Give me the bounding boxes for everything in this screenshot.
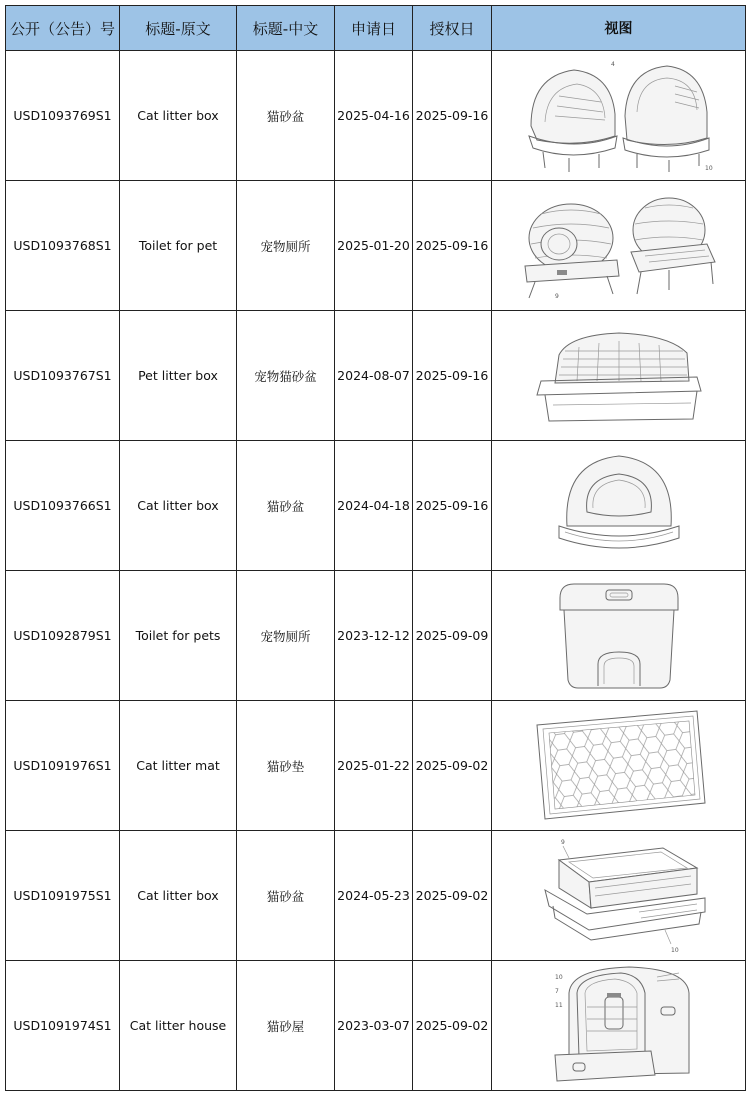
view-cell — [492, 51, 746, 181]
open-tray-litter-box-drawing — [529, 834, 709, 958]
pub-no-cell: USD1091975S1 — [6, 831, 120, 961]
grant-date-cell: 2025-09-16 — [413, 51, 492, 181]
grant-date-cell: 2025-09-16 — [413, 181, 492, 311]
apply-date-cell: 2025-01-22 — [335, 701, 413, 831]
pub-no-cell: USD1093769S1 — [6, 51, 120, 181]
pub-no-cell: USD1093766S1 — [6, 441, 120, 571]
view-cell — [492, 311, 746, 441]
hexagon-litter-mat-drawing — [529, 707, 709, 825]
svg-text:7: 7 — [554, 987, 559, 995]
title-cn-cell: 猫砂盆 — [237, 831, 335, 961]
covered-tray-litter-box-drawing — [519, 321, 719, 431]
header-apply-date: 申请日 — [335, 6, 413, 51]
table-row — [6, 311, 746, 441]
table-row — [6, 831, 746, 961]
header-title-cn: 标题-中文 — [237, 6, 335, 51]
title-cn-cell: 宠物厕所 — [237, 571, 335, 701]
table-row — [6, 51, 746, 181]
title-orig-cell: Cat litter mat — [120, 701, 237, 831]
apply-date-cell: 2024-08-07 — [335, 311, 413, 441]
title-orig-cell: Cat litter box — [120, 831, 237, 961]
title-cn-cell: 宠物厕所 — [237, 181, 335, 311]
table-row — [6, 701, 746, 831]
title-orig-cell: Cat litter box — [120, 51, 237, 181]
header-title-orig: 标题-原文 — [120, 6, 237, 51]
title-orig-cell: Pet litter box — [120, 311, 237, 441]
apply-date-cell: 2024-05-23 — [335, 831, 413, 961]
title-orig-cell: Toilet for pets — [120, 571, 237, 701]
svg-text:9: 9 — [554, 292, 559, 300]
svg-text:10: 10 — [554, 973, 563, 981]
title-cn-cell: 猫砂垫 — [237, 701, 335, 831]
title-cn-cell: 宠物猫砂盆 — [237, 311, 335, 441]
view-cell — [492, 571, 746, 701]
pub-no-cell: USD1092879S1 — [6, 571, 120, 701]
apply-date-cell: 2025-04-16 — [335, 51, 413, 181]
svg-text:10: 10 — [704, 164, 713, 172]
dome-litter-box-drawing — [519, 56, 719, 176]
grant-date-cell: 2025-09-16 — [413, 311, 492, 441]
pub-no-cell: USD1093768S1 — [6, 181, 120, 311]
barrel-pet-toilet-drawing — [519, 186, 719, 306]
patent-table — [5, 5, 746, 1091]
view-cell — [492, 831, 746, 961]
title-cn-cell: 猫砂盆 — [237, 51, 335, 181]
table-row — [6, 571, 746, 701]
pub-no-cell: USD1091974S1 — [6, 961, 120, 1091]
cube-pet-toilet-drawing — [544, 576, 694, 696]
title-orig-cell: Cat litter house — [120, 961, 237, 1091]
grant-date-cell: 2025-09-02 — [413, 701, 492, 831]
pub-no-cell: USD1093767S1 — [6, 311, 120, 441]
apply-date-cell: 2025-01-20 — [335, 181, 413, 311]
header-pub-no: 公开（公告）号 — [6, 6, 120, 51]
round-dome-litter-box-drawing — [549, 446, 689, 566]
svg-text:10: 10 — [670, 946, 679, 954]
grant-date-cell: 2025-09-09 — [413, 571, 492, 701]
header-grant-date: 授权日 — [413, 6, 492, 51]
title-cn-cell: 猫砂屋 — [237, 961, 335, 1091]
view-cell — [492, 701, 746, 831]
pub-no-cell: USD1091976S1 — [6, 701, 120, 831]
apply-date-cell: 2024-04-18 — [335, 441, 413, 571]
view-cell — [492, 181, 746, 311]
apply-date-cell: 2023-03-07 — [335, 961, 413, 1091]
svg-text:4: 4 — [610, 60, 615, 68]
grant-date-cell: 2025-09-16 — [413, 441, 492, 571]
title-cn-cell: 猫砂盆 — [237, 441, 335, 571]
apply-date-cell: 2023-12-12 — [335, 571, 413, 701]
table-row — [6, 181, 746, 311]
table-row — [6, 961, 746, 1091]
svg-text:9: 9 — [560, 838, 565, 846]
table-row — [6, 441, 746, 571]
litter-house-drawing — [529, 963, 709, 1089]
title-orig-cell: Cat litter box — [120, 441, 237, 571]
header-view: 视图 — [492, 6, 746, 51]
view-cell — [492, 441, 746, 571]
grant-date-cell: 2025-09-02 — [413, 961, 492, 1091]
grant-date-cell: 2025-09-02 — [413, 831, 492, 961]
title-orig-cell: Toilet for pet — [120, 181, 237, 311]
header-row — [6, 6, 746, 51]
svg-text:11: 11 — [554, 1001, 563, 1009]
view-cell — [492, 961, 746, 1091]
